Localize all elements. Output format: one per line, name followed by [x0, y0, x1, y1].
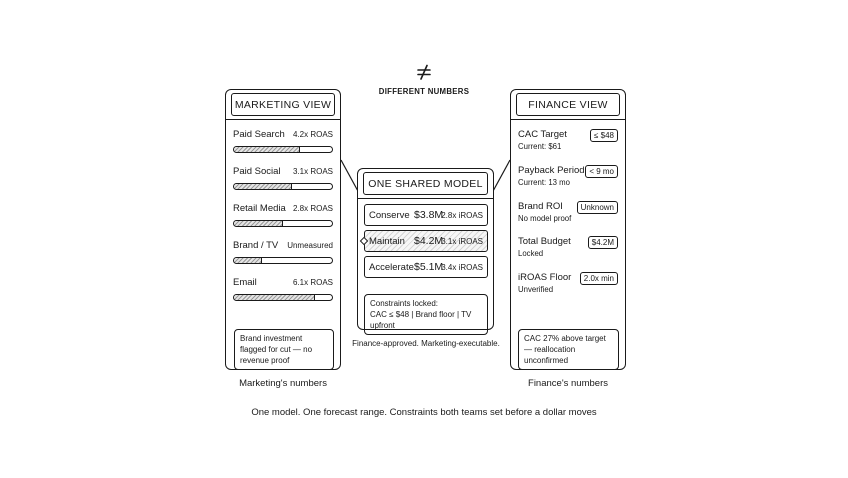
scenario-amount: $5.1M: [414, 261, 444, 273]
marketing-caption: Marketing's numbers: [239, 378, 327, 389]
header-title: DIFFERENT NUMBERS: [378, 87, 470, 96]
channel-bar-fill: [234, 147, 300, 152]
metric-row: [518, 272, 618, 294]
marketing-note: Brand investment flagged for cut — no revenue proof: [234, 329, 334, 370]
metric-label: iROAS Floor: [518, 272, 572, 283]
channel-name: Paid Search: [233, 129, 285, 140]
channel-bar: [233, 257, 333, 264]
marketing-title: MARKETING VIEW: [231, 93, 335, 116]
metric-badge: $4.2M: [588, 236, 618, 249]
metric-label: Payback Period: [518, 165, 585, 176]
channel-value: 2.8x ROAS: [292, 204, 333, 213]
scenario-roas: 3.4x iROAS: [441, 263, 483, 272]
channel-bar-fill: [234, 221, 283, 226]
channel-name: Brand / TV: [233, 240, 279, 251]
metric-label: Brand ROI: [518, 201, 563, 212]
channel-bar-fill: [234, 295, 315, 300]
metric-row: [518, 129, 618, 151]
finance-title: FINANCE VIEW: [516, 93, 620, 116]
metric-sub: Unverified: [518, 285, 554, 294]
shared-model-title: ONE SHARED MODEL: [363, 172, 488, 195]
finance-panel: [510, 89, 626, 370]
channel-bar: [233, 294, 333, 301]
constraints-title: Constraints locked:: [370, 299, 439, 308]
channel-name: Retail Media: [233, 203, 286, 214]
channel-name: Paid Social: [233, 166, 281, 177]
constraints-box: [364, 294, 488, 335]
constraints-text: CAC ≤ $48 | Brand floor | TV upfront: [370, 310, 472, 330]
channel-name: Email: [233, 277, 257, 288]
finance-divider: [511, 119, 625, 120]
scenario-name: Accelerate: [369, 262, 414, 273]
finance-note: CAC 27% above target — reallocation unconfirmed: [518, 329, 619, 370]
channel-value: 3.1x ROAS: [292, 167, 333, 176]
channel-bar: [233, 183, 333, 190]
channel-bar-fill: [234, 184, 292, 189]
metric-row: [518, 236, 618, 258]
metric-badge: Unknown: [577, 201, 618, 214]
scenario-amount: $3.8M: [414, 209, 444, 221]
scenario-conserve[interactable]: [364, 204, 488, 226]
channel-bar-fill: [234, 258, 262, 263]
connector-right: [492, 160, 510, 193]
scenario-roas: 2.8x iROAS: [441, 211, 483, 220]
metric-row: [518, 165, 618, 187]
metric-sub: Current: 13 mo: [518, 178, 571, 187]
shared-model-panel: [357, 168, 494, 330]
scenario-accelerate[interactable]: [364, 256, 488, 278]
channel-value: 6.1x ROAS: [292, 278, 333, 287]
scenario-name: Conserve: [369, 210, 410, 221]
not-equal-icon: [416, 64, 432, 80]
channel-bar: [233, 220, 333, 227]
metric-sub: Current: $61: [518, 142, 562, 151]
marketing-divider: [226, 119, 340, 120]
shared-model-divider: [358, 198, 493, 199]
metric-label: Total Budget: [518, 236, 571, 247]
scenario-roas: 3.1x iROAS: [441, 237, 483, 246]
channel-value: Unmeasured: [287, 241, 333, 250]
selected-diamond-icon: [360, 236, 368, 244]
scenario-maintain[interactable]: [364, 230, 488, 252]
metric-badge: ≤ $48: [590, 129, 618, 142]
footer-caption: One model. One forecast range. Constraints both teams set before a dollar moves: [251, 407, 597, 418]
metric-label: CAC Target: [518, 129, 567, 140]
scenario-name: Maintain: [369, 236, 405, 247]
metric-sub: No model proof: [518, 214, 572, 223]
metric-sub: Locked: [518, 249, 544, 258]
metric-badge: 2.0x min: [580, 272, 618, 285]
metric-row: [518, 201, 618, 223]
metric-badge: < 9 mo: [585, 165, 618, 178]
shared-model-caption: Finance-approved. Marketing-executable.: [352, 339, 500, 348]
scenario-amount: $4.2M: [414, 235, 444, 247]
marketing-panel: [225, 89, 341, 370]
channel-bar: [233, 146, 333, 153]
finance-caption: Finance's numbers: [528, 378, 608, 389]
channel-value: 4.2x ROAS: [292, 130, 333, 139]
